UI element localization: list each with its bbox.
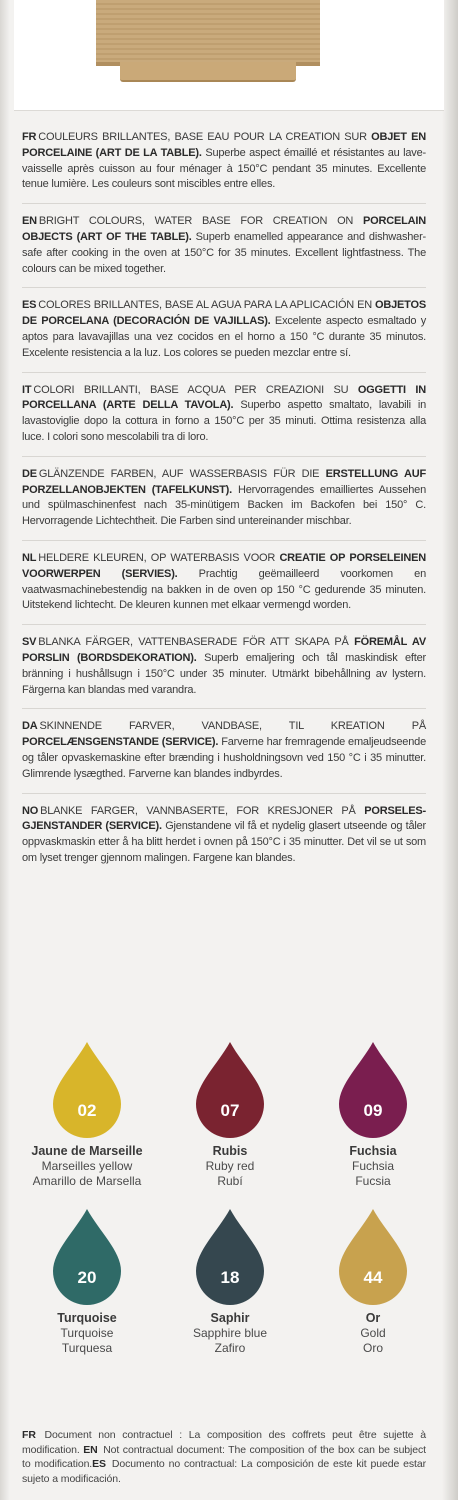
color-name-es: Fucsia — [355, 1174, 391, 1188]
color-name-es: Amarillo de Marsella — [32, 1174, 142, 1188]
description-it — [22, 383, 426, 446]
lang-code: FR — [22, 1429, 36, 1441]
description-lead: BRIGHT COLOURS, WATER BASE FOR CREATION ON — [38, 215, 364, 228]
paint-drop-icon — [333, 1207, 413, 1305]
color-name: Or — [365, 1311, 381, 1325]
description-highlight: CREATIE OP PORSELEINEN VOORWERPEN (SERVIES). — [22, 551, 427, 580]
lang-code: DA — [22, 720, 38, 733]
description-body: Farverne har fremragende emaljeudseende og tåler opvaskemaskine efter brænding i husholdningsovn ved 150 °C i 35 minutter. Glimrende lysægthed. Farverne kan blandes indbyrdes. — [22, 736, 426, 780]
lang-code: IT — [22, 383, 32, 396]
color-name-es: Zafiro — [214, 1341, 246, 1355]
divider — [22, 287, 426, 288]
color-name-en: Gold — [360, 1326, 386, 1340]
description-highlight: PORSELES-GJENSTANDER (SERVICE). — [22, 804, 426, 833]
color-swatch — [165, 1207, 295, 1356]
description-lead: COULEURS BRILLANTES, BASE EAU POUR LA CREATION SUR — [38, 131, 372, 143]
color-number: 20 — [77, 1268, 97, 1287]
color-swatches — [22, 1040, 438, 1374]
description-lead: BLANKA FÄRGER, VATTENBASERADE FÖR ATT SKAPA PÅ — [38, 636, 355, 649]
description-body: Gjenstandene vil få et nydelig glasert utseende og tåler oppvaskmaskin etter å ha blitt herdet i ovnen på 150°C i 35 minutter. Det vil se ut som om lyset trenger gjennom malingen. Fargene kan blandes. — [22, 820, 426, 864]
color-swatch — [22, 1040, 152, 1189]
divider — [22, 540, 426, 541]
description-en — [22, 214, 426, 277]
lang-code: NL — [22, 551, 37, 564]
description-lead: COLORI BRILLANTI, BASE ACQUA PER CREAZIONI SU — [33, 383, 358, 396]
divider — [22, 203, 426, 204]
description-lead: BLANKE FARGER, VANNBASERTE, FOR KRESJONER PÅ — [40, 804, 365, 817]
description-highlight: OBJET EN PORCELAINE (ART DE LA TABLE). — [22, 131, 426, 159]
description-highlight: ERSTELLUNG AUF PORZELLANOBJEKTEN (TAFELKUNST). — [22, 467, 426, 496]
lang-code: NO — [22, 804, 39, 817]
description-body: Hervorragendes emailliertes Aussehen und spülmaschinenfest nach 35-minütigem Backen im Backofen bei 150° C. Hervorragende Lichtechtheit. Die Farben sind untereinander mischbar. — [22, 483, 426, 528]
paint-drop-icon — [47, 1207, 127, 1305]
color-name: Fuchsia — [349, 1144, 397, 1158]
swatch-row — [22, 1207, 438, 1356]
description-es — [22, 298, 426, 361]
color-number: 44 — [363, 1268, 383, 1287]
description-highlight: PORCELAIN OBJECTS (ART OF THE TABLE). — [22, 215, 426, 243]
color-name-es: Rubí — [217, 1174, 243, 1188]
description-no — [22, 804, 426, 867]
description-body: Prachtig geëmailleerd voorkomen en vaatwasmachinebestendig na bakken in de oven op 150 °C gedurende 35 minuten. Uitstekend lichtecht. De kleuren kunnen met elkaar vermengd worden. — [22, 567, 426, 612]
description-highlight: OBJETOS DE PORCELANA (DECORACIÓN DE VAJILLAS). — [22, 299, 426, 328]
color-name: Turquoise — [57, 1311, 117, 1325]
color-number: 02 — [77, 1101, 97, 1120]
color-name-es: Oro — [362, 1341, 383, 1355]
disclaimer-fr: Document non contractuel : La composition des coffrets peut être sujette à modification. — [22, 1429, 426, 1456]
color-name-en: Ruby red — [205, 1159, 255, 1173]
description-fr — [22, 130, 426, 193]
description-sv — [22, 635, 426, 698]
description-highlight: FÖREMÅL AV PORSLIN (BORDSDEKORATION). — [22, 636, 426, 664]
color-name-en: Sapphire blue — [192, 1326, 268, 1340]
description-body: Excelente aspecto esmaltado y aptos para lavavajillas una vez cocidos en el horno a 150 °C durante 35 minutos. Excelente resistencia a la luz. Los colores se pueden mezclar entre sí. — [22, 315, 427, 359]
paint-drop-icon — [333, 1040, 413, 1138]
paint-drop-icon — [190, 1207, 270, 1305]
color-swatch — [308, 1207, 438, 1356]
divider — [22, 372, 426, 373]
swatch-row — [22, 1040, 438, 1189]
paint-drop-icon — [190, 1040, 270, 1138]
description-body: Superb emaljering och tål maskindisk efter bränning i hushållsugn i 150°C under 35 minuter. Utmärkt bibehållning av lystern. Färgerna kan blandas med varandra. — [22, 651, 427, 696]
color-name-es: Turquesa — [61, 1341, 113, 1355]
color-number: 09 — [363, 1101, 383, 1120]
color-swatch — [165, 1040, 295, 1189]
color-swatch — [308, 1040, 438, 1189]
divider — [22, 456, 426, 457]
lang-code: ES — [22, 299, 37, 312]
description-lead: GLÄNZENDE FARBEN, AUF WASSERBASIS FÜR DIE — [38, 467, 326, 480]
color-name: Rubis — [212, 1144, 248, 1158]
description-section — [22, 130, 426, 881]
description-highlight: PORCELÆNSGENSTANDE (SERVICE). — [22, 736, 219, 749]
lang-code: EN — [22, 215, 37, 228]
description-lead: SKINNENDE FARVER, VANDBASE, TIL KREATION PÅ — [39, 720, 426, 733]
divider — [22, 624, 426, 625]
color-name-en: Fuchsia — [351, 1159, 395, 1173]
lang-code: EN — [83, 1443, 98, 1456]
cardboard-insert — [96, 0, 320, 66]
paint-drop-icon — [47, 1040, 127, 1138]
divider — [22, 793, 426, 794]
lang-code: SV — [22, 636, 37, 649]
disclaimer-en: Not contractual document: The composition of the box can be subject to modification. — [22, 1443, 426, 1470]
divider — [22, 708, 426, 709]
description-lead: COLORES BRILLANTES, BASE AL AGUA PARA LA APLICACIÓN EN — [38, 299, 376, 312]
lang-code: ES — [92, 1458, 106, 1470]
disclaimer-es: Documento no contractual: La composición de este kit puede estar sujeto a modificación. — [22, 1458, 426, 1485]
description-lead: HELDERE KLEUREN, OP WATERBASIS VOOR — [38, 551, 280, 564]
color-name-en: Marseilles yellow — [41, 1159, 133, 1173]
box-right-edge — [442, 0, 458, 1500]
description-body: Superbe aspect émaillé et résistantes au lave-vaisselle après cuisson au four ménager à 150°C pendant 35 minutes. Excellente tenue lumière. Les couleurs sont miscibles entre elles. — [22, 146, 426, 191]
disclaimer — [22, 1428, 426, 1486]
color-name: Saphir — [210, 1311, 250, 1325]
color-name: Jaune de Marseille — [31, 1144, 143, 1158]
color-name-en: Turquoise — [60, 1326, 114, 1340]
cardboard-tab — [120, 62, 296, 82]
description-nl — [22, 551, 426, 614]
description-de — [22, 467, 426, 530]
description-body: Superb enamelled appearance and dishwasher-safe after cooking in the oven at 150°C for 35 minutes. Excellent lightfastness. The colours can be mixed together. — [22, 230, 427, 275]
color-swatch — [22, 1207, 152, 1356]
description-body: Superbo aspetto smaltato, lavabili in lavastoviglie dopo la cottura in forno a 150°C per 35 minuti. Ottima resistenza alla luce. I colori sono mescolabili tra di loro. — [22, 399, 427, 443]
box-left-edge — [0, 0, 10, 1500]
lang-code: FR — [22, 131, 37, 143]
lang-code: DE — [22, 467, 37, 480]
color-number: 07 — [220, 1101, 240, 1120]
description-highlight: OGGETTI IN PORCELLANA (ARTE DELLA TAVOLA). — [22, 383, 426, 412]
description-da — [22, 719, 426, 782]
color-number: 18 — [220, 1268, 240, 1287]
